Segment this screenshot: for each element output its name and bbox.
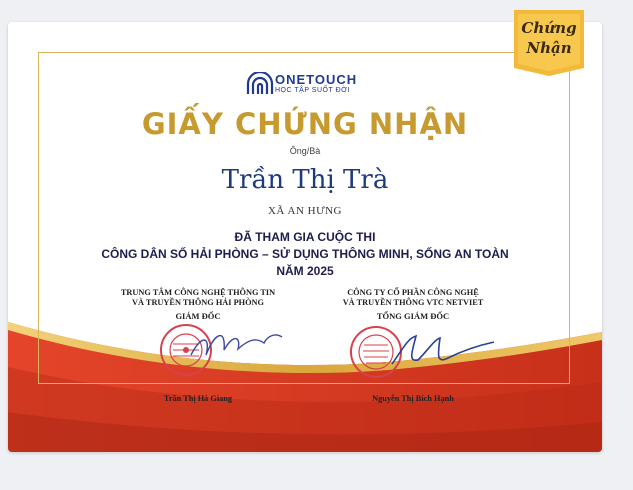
participation-line: ĐÃ THAM GIA CUỘC THI — [234, 230, 376, 244]
recipient-address: XÃ AN HƯNG — [267, 205, 343, 217]
onetouch-arch-icon — [245, 72, 275, 96]
onetouch-logo — [245, 72, 365, 98]
certificate-card — [8, 22, 602, 452]
left-org-line2: VÀ TRUYỀN THÔNG HẢI PHÒNG — [132, 298, 264, 307]
contest-year: NĂM 2025 — [276, 264, 334, 278]
left-signer-name: Trần Thị Hà Giang — [163, 394, 233, 403]
right-signer-name: Nguyễn Thị Bích Hạnh — [372, 394, 454, 403]
left-org-line1: TRUNG TÂM CÔNG NGHỆ THÔNG TIN — [120, 288, 276, 297]
chung-nhan-badge — [508, 6, 590, 78]
left-role: GIÁM ĐỐC — [175, 311, 221, 321]
recipient-name: Trần Thị Trà — [221, 165, 389, 195]
honorific: Ông/Bà — [289, 146, 321, 156]
badge-line1: Chứng — [521, 19, 577, 37]
contest-name: CÔNG DÂN SỐ HẢI PHÒNG – SỬ DỤNG THÔNG MINH, SỐNG AN TOÀN — [101, 247, 509, 261]
right-role: TỔNG GIÁM ĐỐC — [376, 311, 450, 321]
right-org-line2: VÀ TRUYỀN THÔNG VTC NETVIET — [342, 298, 484, 307]
logo-name: ONETOUCH — [275, 72, 358, 87]
right-org-line1: CÔNG TY CỔ PHẦN CÔNG NGHỆ — [347, 288, 479, 297]
left-signature — [186, 325, 286, 365]
badge-line2: Nhận — [526, 39, 572, 57]
certificate-title: GIẤY CHỨNG NHẬN — [141, 107, 469, 141]
logo-tagline: HỌC TẬP SUỐT ĐỜI — [275, 87, 351, 94]
right-signature — [388, 330, 498, 372]
